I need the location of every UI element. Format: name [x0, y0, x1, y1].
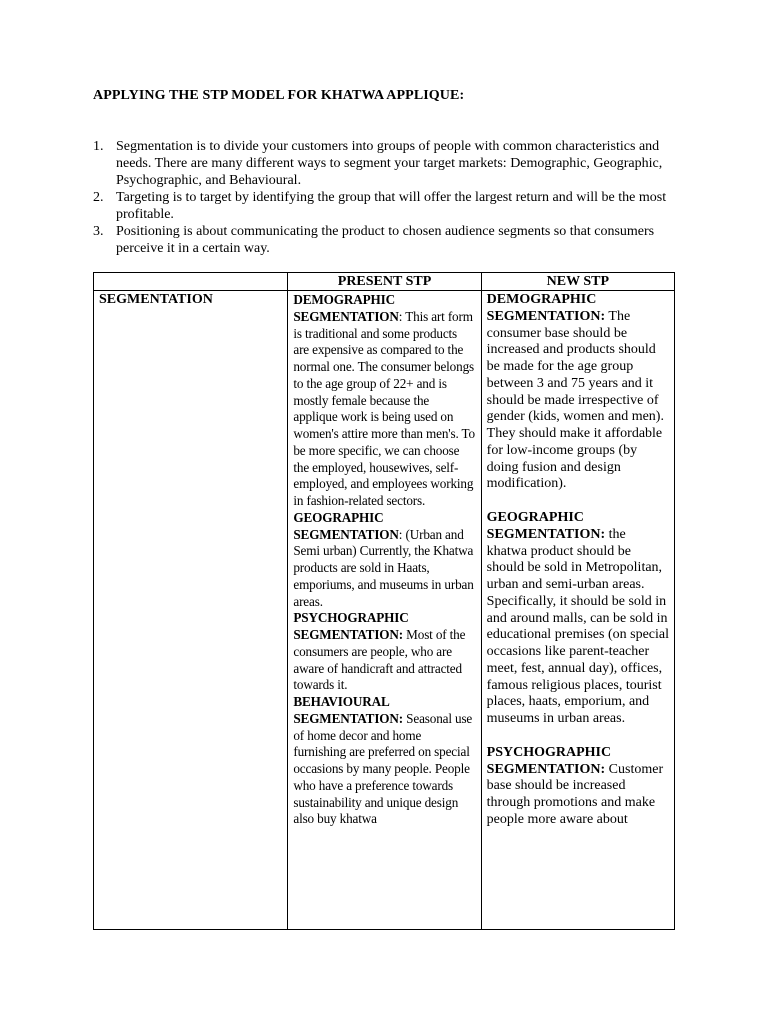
- list-number: 1.: [93, 139, 104, 154]
- intro-list: [93, 138, 683, 257]
- list-text: Targeting is to target by identifying the group that will offer the largest return and will be the most profitable.: [116, 190, 667, 222]
- list-item: [93, 138, 683, 189]
- new-demographic: [487, 292, 669, 493]
- table-header-row: [94, 273, 675, 291]
- segment-text: Most of the consumers are people, who are aware of handicraft and attracted towards it.: [293, 627, 466, 693]
- segment-text: This art form is traditional and some products are expensive as compared to the normal one. The consumer belongs to the age group of 22+ and is mostly female because the applique work is being used on women's attire more than men's. To be more specific, we can choose the employed, housewives, self-employed, and employees working in fashion-related sectors.: [293, 308, 475, 508]
- header-cell-present-stp: PRESENT STP: [288, 273, 481, 291]
- new-psychographic: [487, 745, 669, 829]
- list-number: 2.: [93, 190, 104, 205]
- page-title: APPLYING THE STP MODEL FOR KHATWA APPLIQUE:: [93, 88, 465, 103]
- segment-text: (Urban and Semi urban) Currently, the Khatwa products are sold in Haats, emporiums, and museums in urban areas.: [293, 526, 474, 609]
- segment-separator: :: [398, 526, 403, 542]
- present-geographic: [293, 510, 475, 611]
- segment-heading: DEMOGRAPHIC SEGMENTATION: [293, 292, 399, 324]
- segment-text: the khatwa product should be should be sold in Metropolitan, urban and semi-urban areas. Specifically, it should be sold in and around malls, can be sold in educational premises (on special occasions like parent-teacher meet, fest, annual day), offices, famous religious places, tourist places, haats, emporium, and museums in urban areas.: [486, 526, 669, 726]
- header-cell-empty: [94, 273, 288, 291]
- new-geographic: [487, 510, 669, 728]
- list-number: 3.: [93, 224, 104, 239]
- list-item: [93, 223, 683, 257]
- segment-heading: GEOGRAPHIC SEGMENTATION: [293, 509, 399, 542]
- segment-heading: PSYCHOGRAPHIC SEGMENTATION:: [293, 610, 409, 642]
- segment-heading: PSYCHOGRAPHIC SEGMENTATION:: [486, 744, 612, 777]
- present-behavioural: [293, 694, 475, 828]
- header-cell-new-stp: NEW STP: [481, 273, 674, 291]
- list-text: Segmentation is to divide your customers into groups of people with common characteristics and needs. There are many different ways to segment your target markets: Demographic, Geographic, Psychographic, and Behavioural.: [116, 139, 663, 188]
- present-stp-cell: [288, 291, 481, 930]
- stp-table: [93, 272, 675, 930]
- segment-text: Customer base should be increased through promotions and make people more aware about: [486, 761, 664, 827]
- row-label-segmentation: SEGMENTATION: [94, 291, 288, 930]
- segment-text: Seasonal use of home decor and home furnishing are preferred on special occasions by many people. People who have a preference towards sustainability and unique design also buy khatwa: [293, 710, 473, 827]
- segment-text: The consumer base should be increased and products should be made for the age group between 3 and 75 years and it should be made irrespective of gender (kids, women and men). They should make it affordable for low-income groups (by doing fusion and design modification).: [486, 308, 664, 492]
- list-text: Positioning is about communicating the product to chosen audience segments so that consumers perceive it in a certain way.: [116, 224, 655, 256]
- present-psychographic: [293, 610, 475, 694]
- present-demographic: [293, 292, 475, 510]
- table-row: [94, 291, 675, 930]
- segment-heading: DEMOGRAPHIC SEGMENTATION:: [486, 292, 606, 324]
- new-stp-cell: [481, 291, 674, 930]
- list-item: [93, 189, 683, 223]
- segment-heading: GEOGRAPHIC SEGMENTATION:: [486, 510, 606, 542]
- segment-heading: BEHAVIOURAL SEGMENTATION:: [293, 694, 404, 726]
- segment-separator: :: [398, 308, 403, 324]
